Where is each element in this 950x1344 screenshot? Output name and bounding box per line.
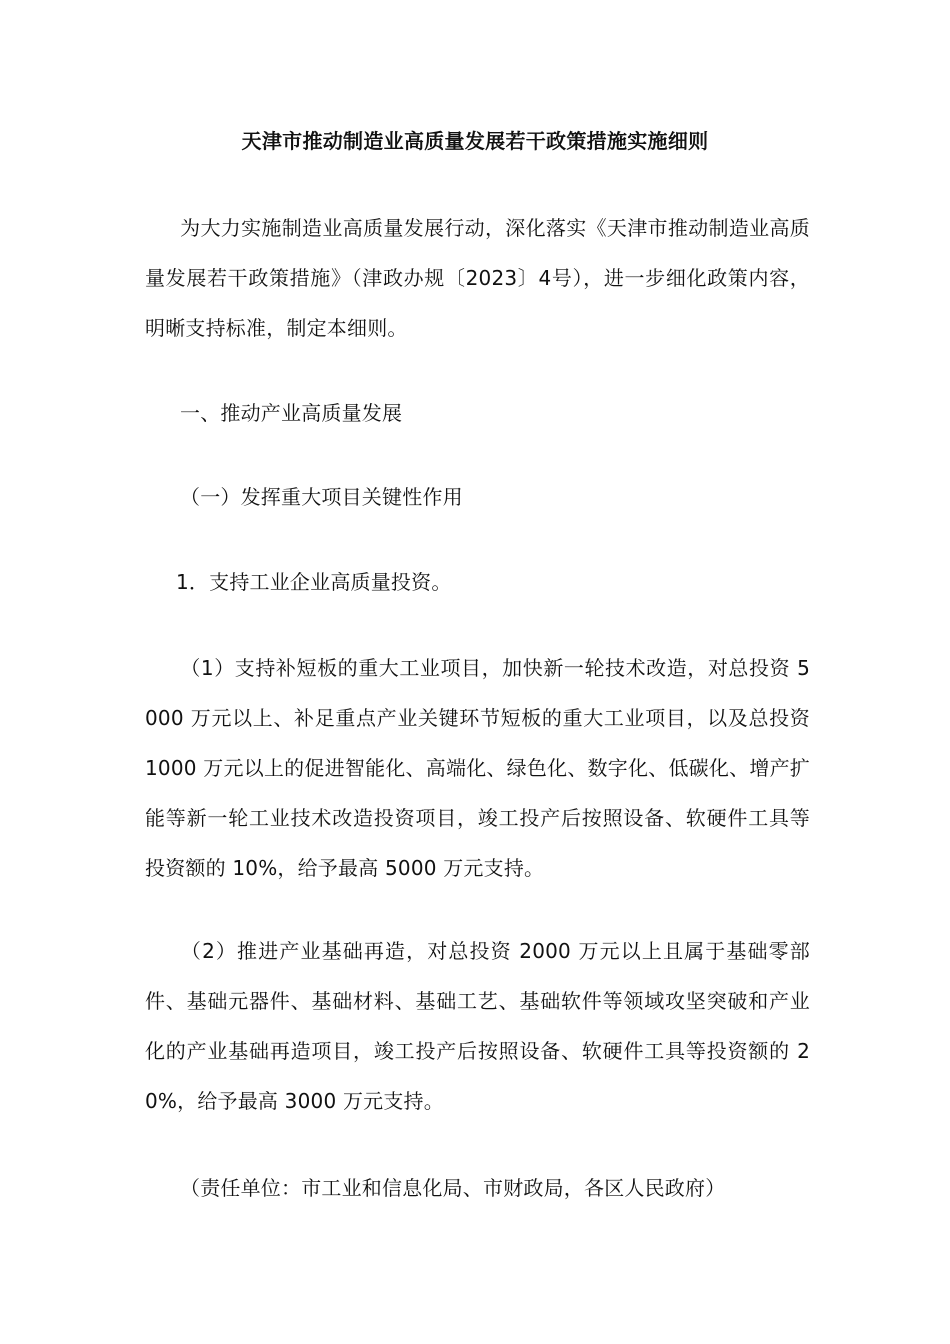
responsible-units: （责任单位：市工业和信息化局、市财政局，各区人民政府）	[180, 1176, 726, 1200]
document-title: 天津市推动制造业高质量发展若干政策措施实施细则	[241, 129, 709, 153]
section-heading: 一、推动产业高质量发展	[180, 401, 403, 425]
item-1-2-text: （2）推进产业基础再造，对总投资 2000 万元以上且属于基础零部件、基础元器件、基础材料、基础工艺、基础软件等领域攻坚突破和产业化的产业基础再造项目，竣工投产后按照设备、软硬件工具等投资额的 20%，给予最高 3000 万元支持。	[145, 939, 810, 1113]
subsection-heading: （一）发挥重大项目关键性作用	[180, 485, 463, 509]
intro-text: 为大力实施制造业高质量发展行动，深化落实《天津市推动制造业高质量发展若干政策措施》（津政办规〔2023〕4号），进一步细化政策内容，明晰支持标准，制定本细则。	[145, 216, 810, 340]
item-1-1-text: （1）支持补短板的重大工业项目，加快新一轮技术改造，对总投资 5000 万元以上、补足重点产业关键环节短板的重大工业项目，以及总投资 1000 万元以上的促进智能化、高端化、绿色化、数字化、低碳化、增产扩能等新一轮工业技术改造投资项目，竣工投产后按照设备、软硬件工具等投资额的 10%，给予最高 5000 万元支持。	[145, 656, 810, 880]
item-1-2-paragraph	[145, 926, 810, 1126]
intro-paragraph	[145, 203, 810, 353]
item-1-1-paragraph	[145, 643, 810, 893]
item-heading: 1．支持工业企业高质量投资。	[176, 570, 452, 594]
